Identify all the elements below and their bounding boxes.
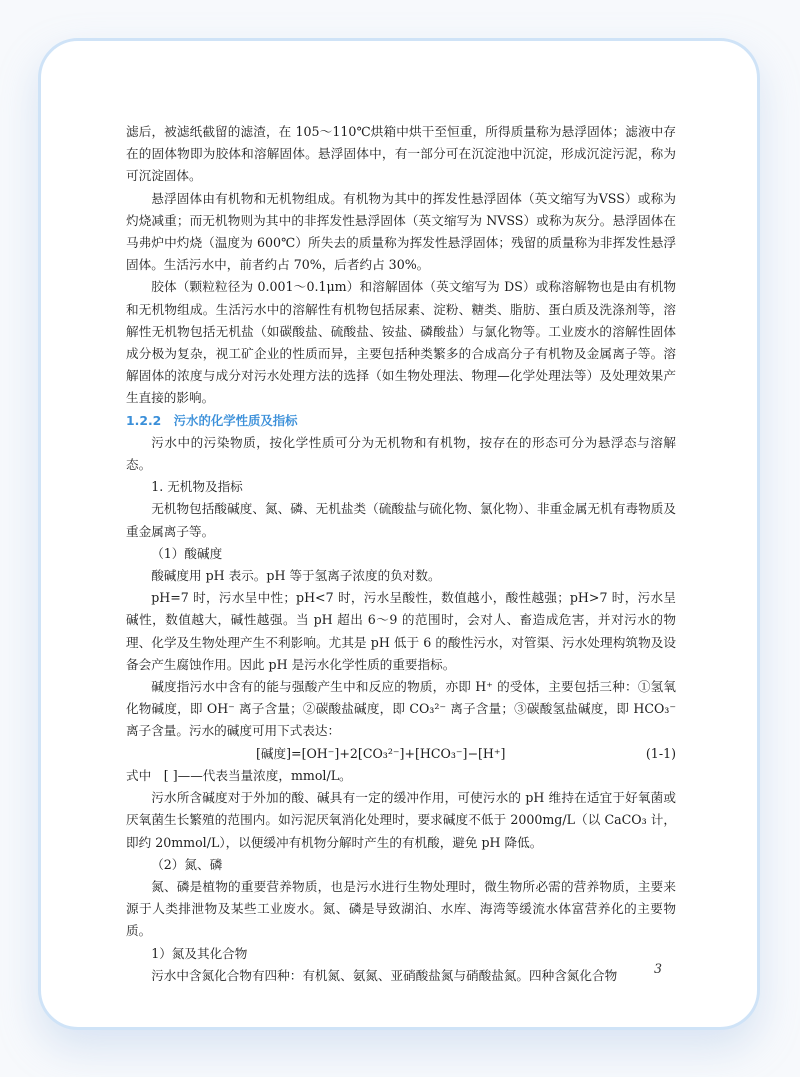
- document-page: [126, 121, 676, 987]
- paragraph: 胶体（颗粒粒径为 0.001～0.1μm）和溶解固体（英文缩写为 DS）或称溶解物也是由有机物和无机物组成。生活污水中的溶解性有机物包括尿素、淀粉、糖类、脂肪、蛋白质及洗涤剂等，溶解性无机物包括无机盐（如碳酸盐、硫酸盐、铵盐、磷酸盐）与氯化物等。工业废水的溶解性固体成分极为复杂，视工矿企业的性质而异，主要包括种类繁多的合成高分子有机物及金属离子等。溶解固体的浓度与成分对污水处理方法的选择（如生物处理法、物理—化学处理法等）及处理效果产生直接的影响。: [126, 279, 676, 406]
- paragraph: 碱度指污水中含有的能与强酸产生中和反应的物质，亦即 H⁺ 的受体，主要包括三种：①氢氧化物碱度，即 OH⁻ 离子含量；②碳酸盐碱度，即 CO₃²⁻ 离子含量；③碳酸氢盐碱度，即 HCO₃⁻ 离子含量。污水的碱度可用下式表达：: [126, 679, 676, 739]
- paragraph: 污水中含氮化合物有四种：有机氮、氨氮、亚硝酸盐氮与硝酸盐氮。四种含氮化合物: [151, 967, 618, 983]
- subitem-heading: 1）氮及其化合物: [151, 945, 248, 961]
- paragraph: 无机物包括酸碱度、氮、磷、无机盐类（硫酸盐与硫化物、氯化物）、非重金属无机有毒物质及重金属离子等。: [126, 501, 676, 539]
- equation-number: (1-1): [645, 745, 676, 761]
- paragraph: 污水所含碱度对于外加的酸、碱具有一定的缓冲作用，可使污水的 pH 维持在适宜于好氧菌或厌氧菌生长繁殖的范围内。如污泥厌氧消化处理时，要求碱度不低于 2000mg/L（以 CaCO₃ 计，即约 20mmol/L），以便缓冲有机物分解时产生的有机酸，避免 pH 降低。: [126, 790, 676, 850]
- paragraph: 氮、磷是植物的重要营养物质，也是污水进行生物处理时，微生物所必需的营养物质，主要来源于人类排泄物及某些工业废水。氮、磷是导致湖泊、水库、海湾等缓流水体富营养化的主要物质。: [126, 878, 676, 939]
- subheading: 1. 无机物及指标: [151, 479, 243, 495]
- page-number: 3: [654, 961, 663, 976]
- paragraph: 滤后，被滤纸截留的滤渣，在 105～110℃烘箱中烘干至恒重，所得质量称为悬浮固体；滤液中存在的固体物即为胶体和溶解固体。悬浮固体中，有一部分可在沉淀池中沉淀，形成沉淀污泥，称为可沉淀固体。: [126, 124, 676, 184]
- paragraph: 污水中的污染物质，按化学性质可分为无机物和有机物，按存在的形态可分为悬浮态与溶解态。: [126, 434, 676, 473]
- paragraph: pH=7 时，污水呈中性；pH<7 时，污水呈酸性，数值越小，酸性越强；pH>7 时，污水呈碱性，数值越大，碱性越强。当 pH 超出 6～9 的范围时，会对人、畜造成危害，并对污水的物理、化学及生物处理产生不利影响。尤其是 pH 低于 6 的酸性污水，对管渠、污水处理构筑物及设备会产生腐蚀作用。因此 pH 是污水化学性质的重要指标。: [126, 590, 676, 672]
- equation-legend: 式中 [ ]——代表当量浓度，mmol/L。: [126, 767, 352, 783]
- paragraph: 酸碱度用 pH 表示。pH 等于氢离子浓度的负对数。: [151, 568, 441, 584]
- section-heading: 1.2.2 污水的化学性质及指标: [126, 412, 298, 428]
- item-heading: （1）酸碱度: [151, 545, 223, 561]
- equation: [126, 743, 676, 765]
- paragraph: 悬浮固体由有机物和无机物组成。有机物为其中的挥发性悬浮固体（英文缩写为VSS）或称为灼烧减重；而无机物则为其中的非挥发性悬浮固体（英文缩写为 NVSS）或称为灰分。悬浮固体在马弗炉中灼烧（温度为 600℃）所失去的质量称为挥发性悬浮固体；残留的质量称为非挥发性悬浮固体。生活污水中，前者约占 70%，后者约占 30%。: [126, 190, 676, 273]
- item-heading: （2）氮、磷: [151, 856, 223, 872]
- equation-text: [碱度]=[OH⁻]+2[CO₃²⁻]+[HCO₃⁻]−[H⁺]: [256, 745, 506, 761]
